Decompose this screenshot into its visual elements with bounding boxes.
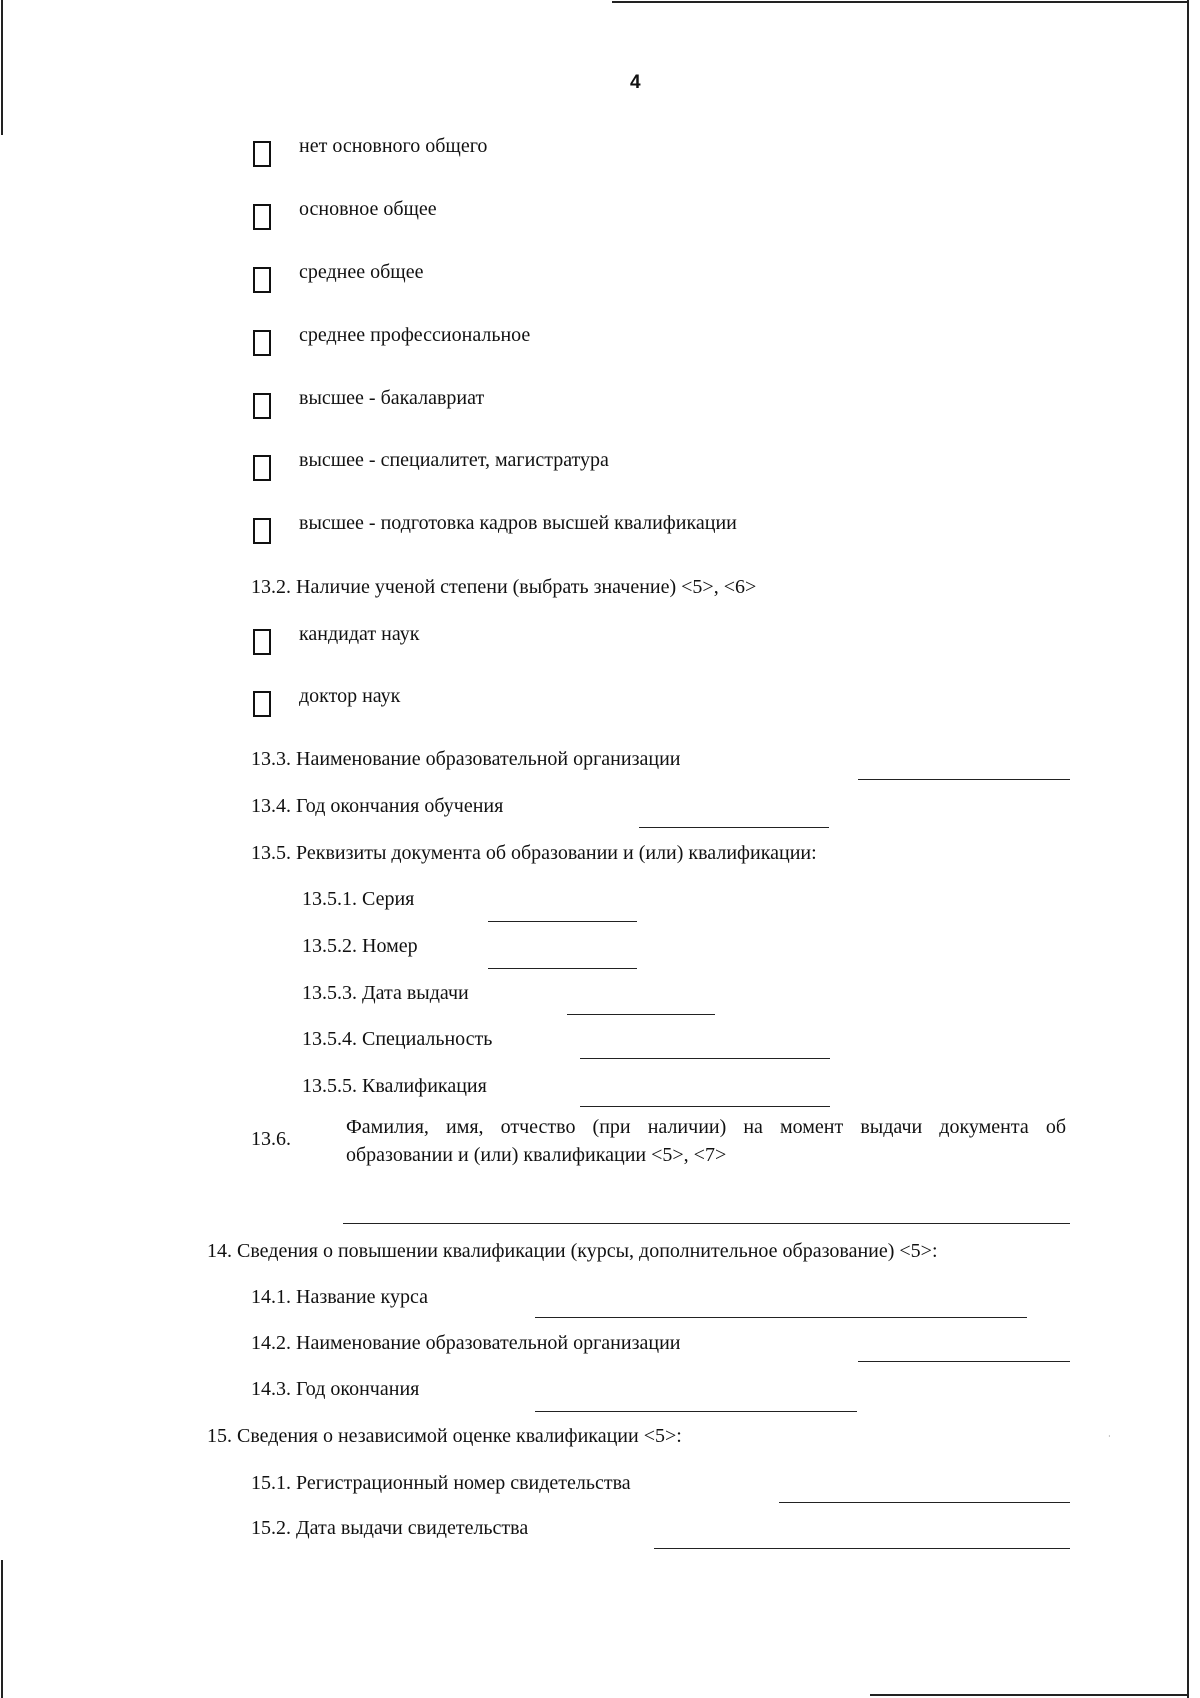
field-line-15-1[interactable]: [779, 1502, 1070, 1503]
left-border-line-bottom: [1, 1560, 3, 1698]
field-label-13-3: 13.3. Наименование образовательной организации: [251, 748, 681, 770]
field-line-14-1[interactable]: [535, 1317, 1027, 1318]
field-line-13-5-5[interactable]: [580, 1106, 830, 1107]
scan-speck: ·: [1108, 1432, 1111, 1441]
field-label-14-3: 14.3. Год окончания: [251, 1378, 420, 1400]
right-border-line: [1187, 0, 1189, 1698]
checkbox-basic-general[interactable]: [253, 204, 271, 230]
field-label-15-2: 15.2. Дата выдачи свидетельства: [251, 1517, 529, 1539]
option-label-higher-bachelor: высшее - бакалавриат: [299, 387, 485, 409]
top-border-line: [612, 1, 1188, 3]
field-label-13-4: 13.4. Год окончания обучения: [251, 795, 504, 817]
checkbox-doctor-of-sciences[interactable]: [253, 691, 271, 717]
section-13-5-title: 13.5. Реквизиты документа об образовании и (или) квалификации:: [251, 842, 817, 864]
field-label-13-5-3: 13.5.3. Дата выдачи: [302, 982, 469, 1004]
checkbox-secondary-general[interactable]: [253, 267, 271, 293]
option-label-candidate-of-sciences: кандидат наук: [299, 623, 420, 645]
field-label-14-1: 14.1. Название курса: [251, 1286, 428, 1308]
checkbox-higher-bachelor[interactable]: [253, 393, 271, 419]
field-label-13-5-2: 13.5.2. Номер: [302, 935, 418, 957]
checkbox-higher-qualification[interactable]: [253, 518, 271, 544]
field-label-13-5-1: 13.5.1. Серия: [302, 888, 415, 910]
field-line-14-3[interactable]: [535, 1411, 857, 1412]
field-line-14-2[interactable]: [858, 1361, 1070, 1362]
left-border-line: [1, 0, 3, 135]
section-15-title: 15. Сведения о независимой оценке квалификации <5>:: [207, 1425, 682, 1447]
field-label-15-1: 15.1. Регистрационный номер свидетельства: [251, 1472, 631, 1494]
checkbox-secondary-professional[interactable]: [253, 330, 271, 356]
section-13-6-text: Фамилия, имя, отчество (при наличии) на момент выдачи документа об образовании и (или) квалификации <5>, <7>: [346, 1116, 1066, 1166]
option-label-basic-general: основное общее: [299, 198, 437, 220]
option-label-doctor-of-sciences: доктор наук: [299, 685, 401, 707]
option-label-secondary-professional: среднее профессиональное: [299, 324, 531, 346]
checkbox-no-basic-general[interactable]: [253, 141, 271, 167]
field-label-13-5-5: 13.5.5. Квалификация: [302, 1075, 487, 1097]
option-label-no-basic-general: нет основного общего: [299, 135, 488, 157]
option-label-secondary-general: среднее общее: [299, 261, 424, 283]
field-label-14-2: 14.2. Наименование образовательной организации: [251, 1332, 681, 1354]
field-line-13-5-3[interactable]: [567, 1014, 715, 1015]
section-13-6-number: 13.6.: [251, 1128, 291, 1150]
field-line-13-5-1[interactable]: [488, 921, 637, 922]
field-line-13-5-4[interactable]: [580, 1058, 830, 1059]
checkbox-candidate-of-sciences[interactable]: [253, 629, 271, 655]
field-label-13-5-4: 13.5.4. Специальность: [302, 1028, 493, 1050]
field-line-13-4[interactable]: [639, 827, 829, 828]
section-14-title: 14. Сведения о повышении квалификации (курсы, дополнительное образование) <5>:: [207, 1240, 938, 1262]
section-13-2-title: 13.2. Наличие ученой степени (выбрать значение) <5>, <6>: [251, 576, 757, 598]
bottom-border-line: [870, 1694, 1188, 1696]
checkbox-higher-specialist-master[interactable]: [253, 455, 271, 481]
option-label-higher-specialist-master: высшее - специалитет, магистратура: [299, 449, 609, 471]
field-line-13-3[interactable]: [858, 779, 1070, 780]
page-number: 4: [630, 72, 641, 93]
field-line-13-5-2[interactable]: [488, 968, 637, 969]
option-label-higher-qualification: высшее - подготовка кадров высшей квалификации: [299, 512, 737, 534]
field-line-13-6[interactable]: [343, 1223, 1070, 1224]
field-line-15-2[interactable]: [654, 1548, 1070, 1549]
